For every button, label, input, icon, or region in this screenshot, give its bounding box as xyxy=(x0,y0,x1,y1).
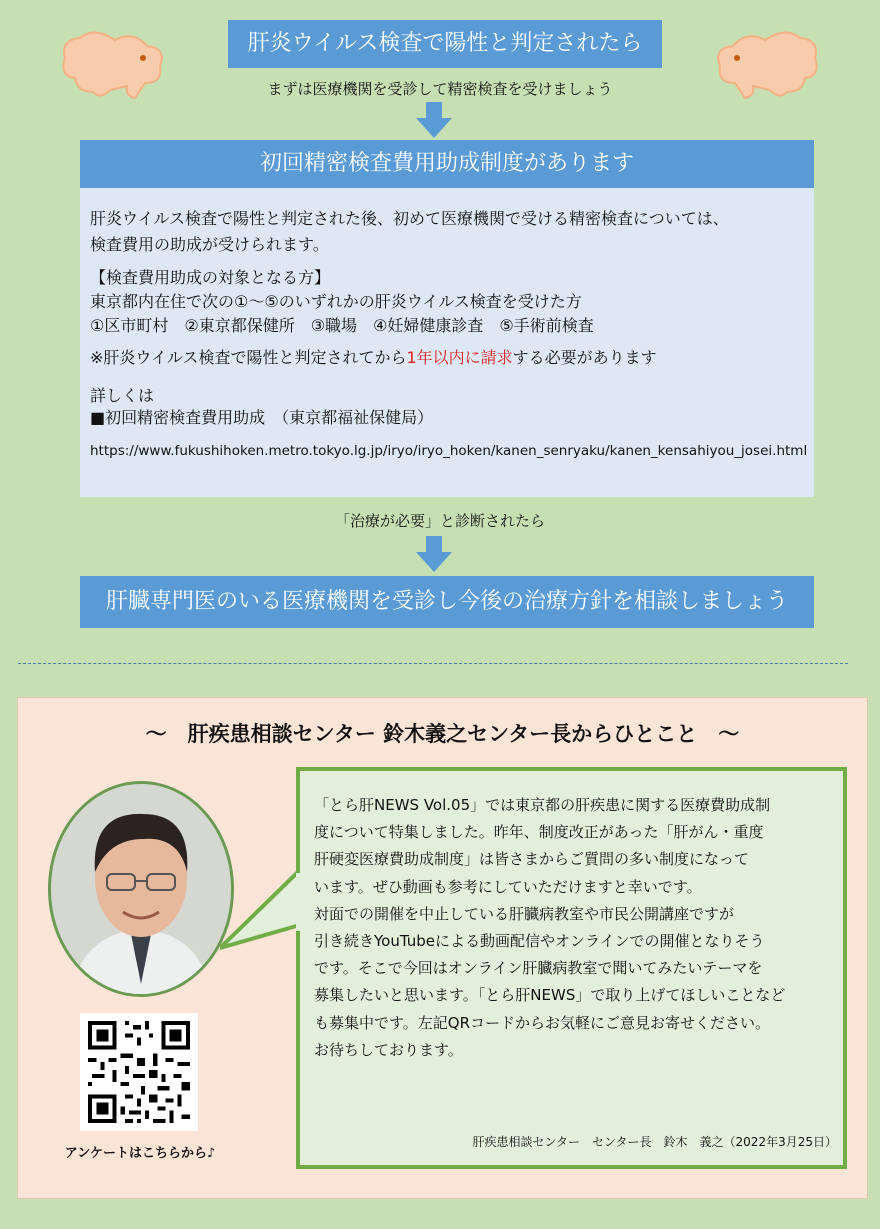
qr-code[interactable] xyxy=(80,1013,198,1131)
message-line: お待ちしております。 xyxy=(314,1040,463,1059)
arrow-down-icon xyxy=(414,534,454,574)
flow-title-specialist: 肝臓専門医のいる医療機関を受診し今後の治療方針を相談しましょう xyxy=(80,576,814,628)
message-body xyxy=(314,792,844,1064)
message-line: 募集したいと思います。「とら肝NEWS」で取り上げてほしいことなど xyxy=(314,986,786,1005)
qr-label: アンケートはこちらから♪ xyxy=(64,1146,216,1161)
deadline-note-pre: ※肝炎ウイルス検査で陽性と判定されてから xyxy=(90,348,407,367)
message-line: も募集中です。左記QRコードからお気軽にご意見お寄せください。 xyxy=(314,1013,771,1032)
message-line: 肝硬変医療費助成制度」は皆さまからご質問の多い制度になって xyxy=(314,850,750,869)
speech-pointer xyxy=(220,870,304,950)
deadline-note-post: する必要があります xyxy=(512,348,657,367)
panel-text-line2: 検査費用の助成が受けられます。 xyxy=(90,235,329,254)
target-line: 東京都内在住で次の①～⑤のいずれかの肝炎ウイルス検査を受けた方 xyxy=(90,292,582,311)
speech-pointer-cover xyxy=(296,873,306,931)
flow-subtitle-exam: まずは医療機関を受診して精密検査を受けましょう xyxy=(267,80,613,98)
panel-text-line1: 肝炎ウイルス検査で陽性と判定された後、初めて医療機関で受ける精密検査については、 xyxy=(90,209,729,228)
deadline-note xyxy=(90,345,657,368)
subsidy-panel-title: 初回精密検査費用助成制度があります xyxy=(80,140,814,188)
details-url[interactable]: https://www.fukushihoken.metro.tokyo.lg.jp/iryo/iryo_hoken/kanen_senryaku/kanen_kensahiyou_josei.html xyxy=(90,443,808,459)
message-line: です。そこで今回はオンライン肝臓病教室で聞いてみたいテーマを xyxy=(314,959,763,978)
message-line: 度について特集しました。昨年、制度改正があった「肝がん・重度 xyxy=(314,823,764,842)
details-link-label: ■初回精密検査費用助成 （東京都福祉保健局） xyxy=(90,408,434,427)
target-list: ①区市町村 ②東京都保健所 ③職場 ④妊婦健康診査 ⑤手術前検査 xyxy=(90,316,594,335)
message-heading: ～ 肝疾患相談センター 鈴木義之センター長からひとこと ～ xyxy=(145,722,740,746)
arrow-down-icon xyxy=(414,100,454,140)
details-label: 詳しくは xyxy=(90,386,155,405)
message-line: います。ぜひ動画も参考にしていただけますと幸いです。 xyxy=(314,877,702,896)
avatar xyxy=(48,781,234,997)
flow-subtitle-treatment: 「治療が必要」と診断されたら xyxy=(334,512,545,530)
flow-title-positive: 肝炎ウイルス検査で陽性と判定されたら xyxy=(228,20,662,68)
message-line: 「とら肝NEWS Vol.05」では東京都の肝疾患に関する医療費助成制 xyxy=(314,796,771,814)
message-line: 対面での開催を中止している肝臓病教室や市民公開講座ですが xyxy=(314,904,735,923)
section-divider xyxy=(18,663,848,664)
deadline-note-red: 1年以内に請求 xyxy=(406,348,513,367)
message-line: 引き続きYouTubeによる動画配信やオンラインでの開催となりそう xyxy=(314,932,765,951)
target-heading: 【検査費用助成の対象となる方】 xyxy=(90,268,331,287)
message-signature: 肝疾患相談センター センター長 鈴木 義之（2022年3月25日） xyxy=(472,1135,837,1149)
